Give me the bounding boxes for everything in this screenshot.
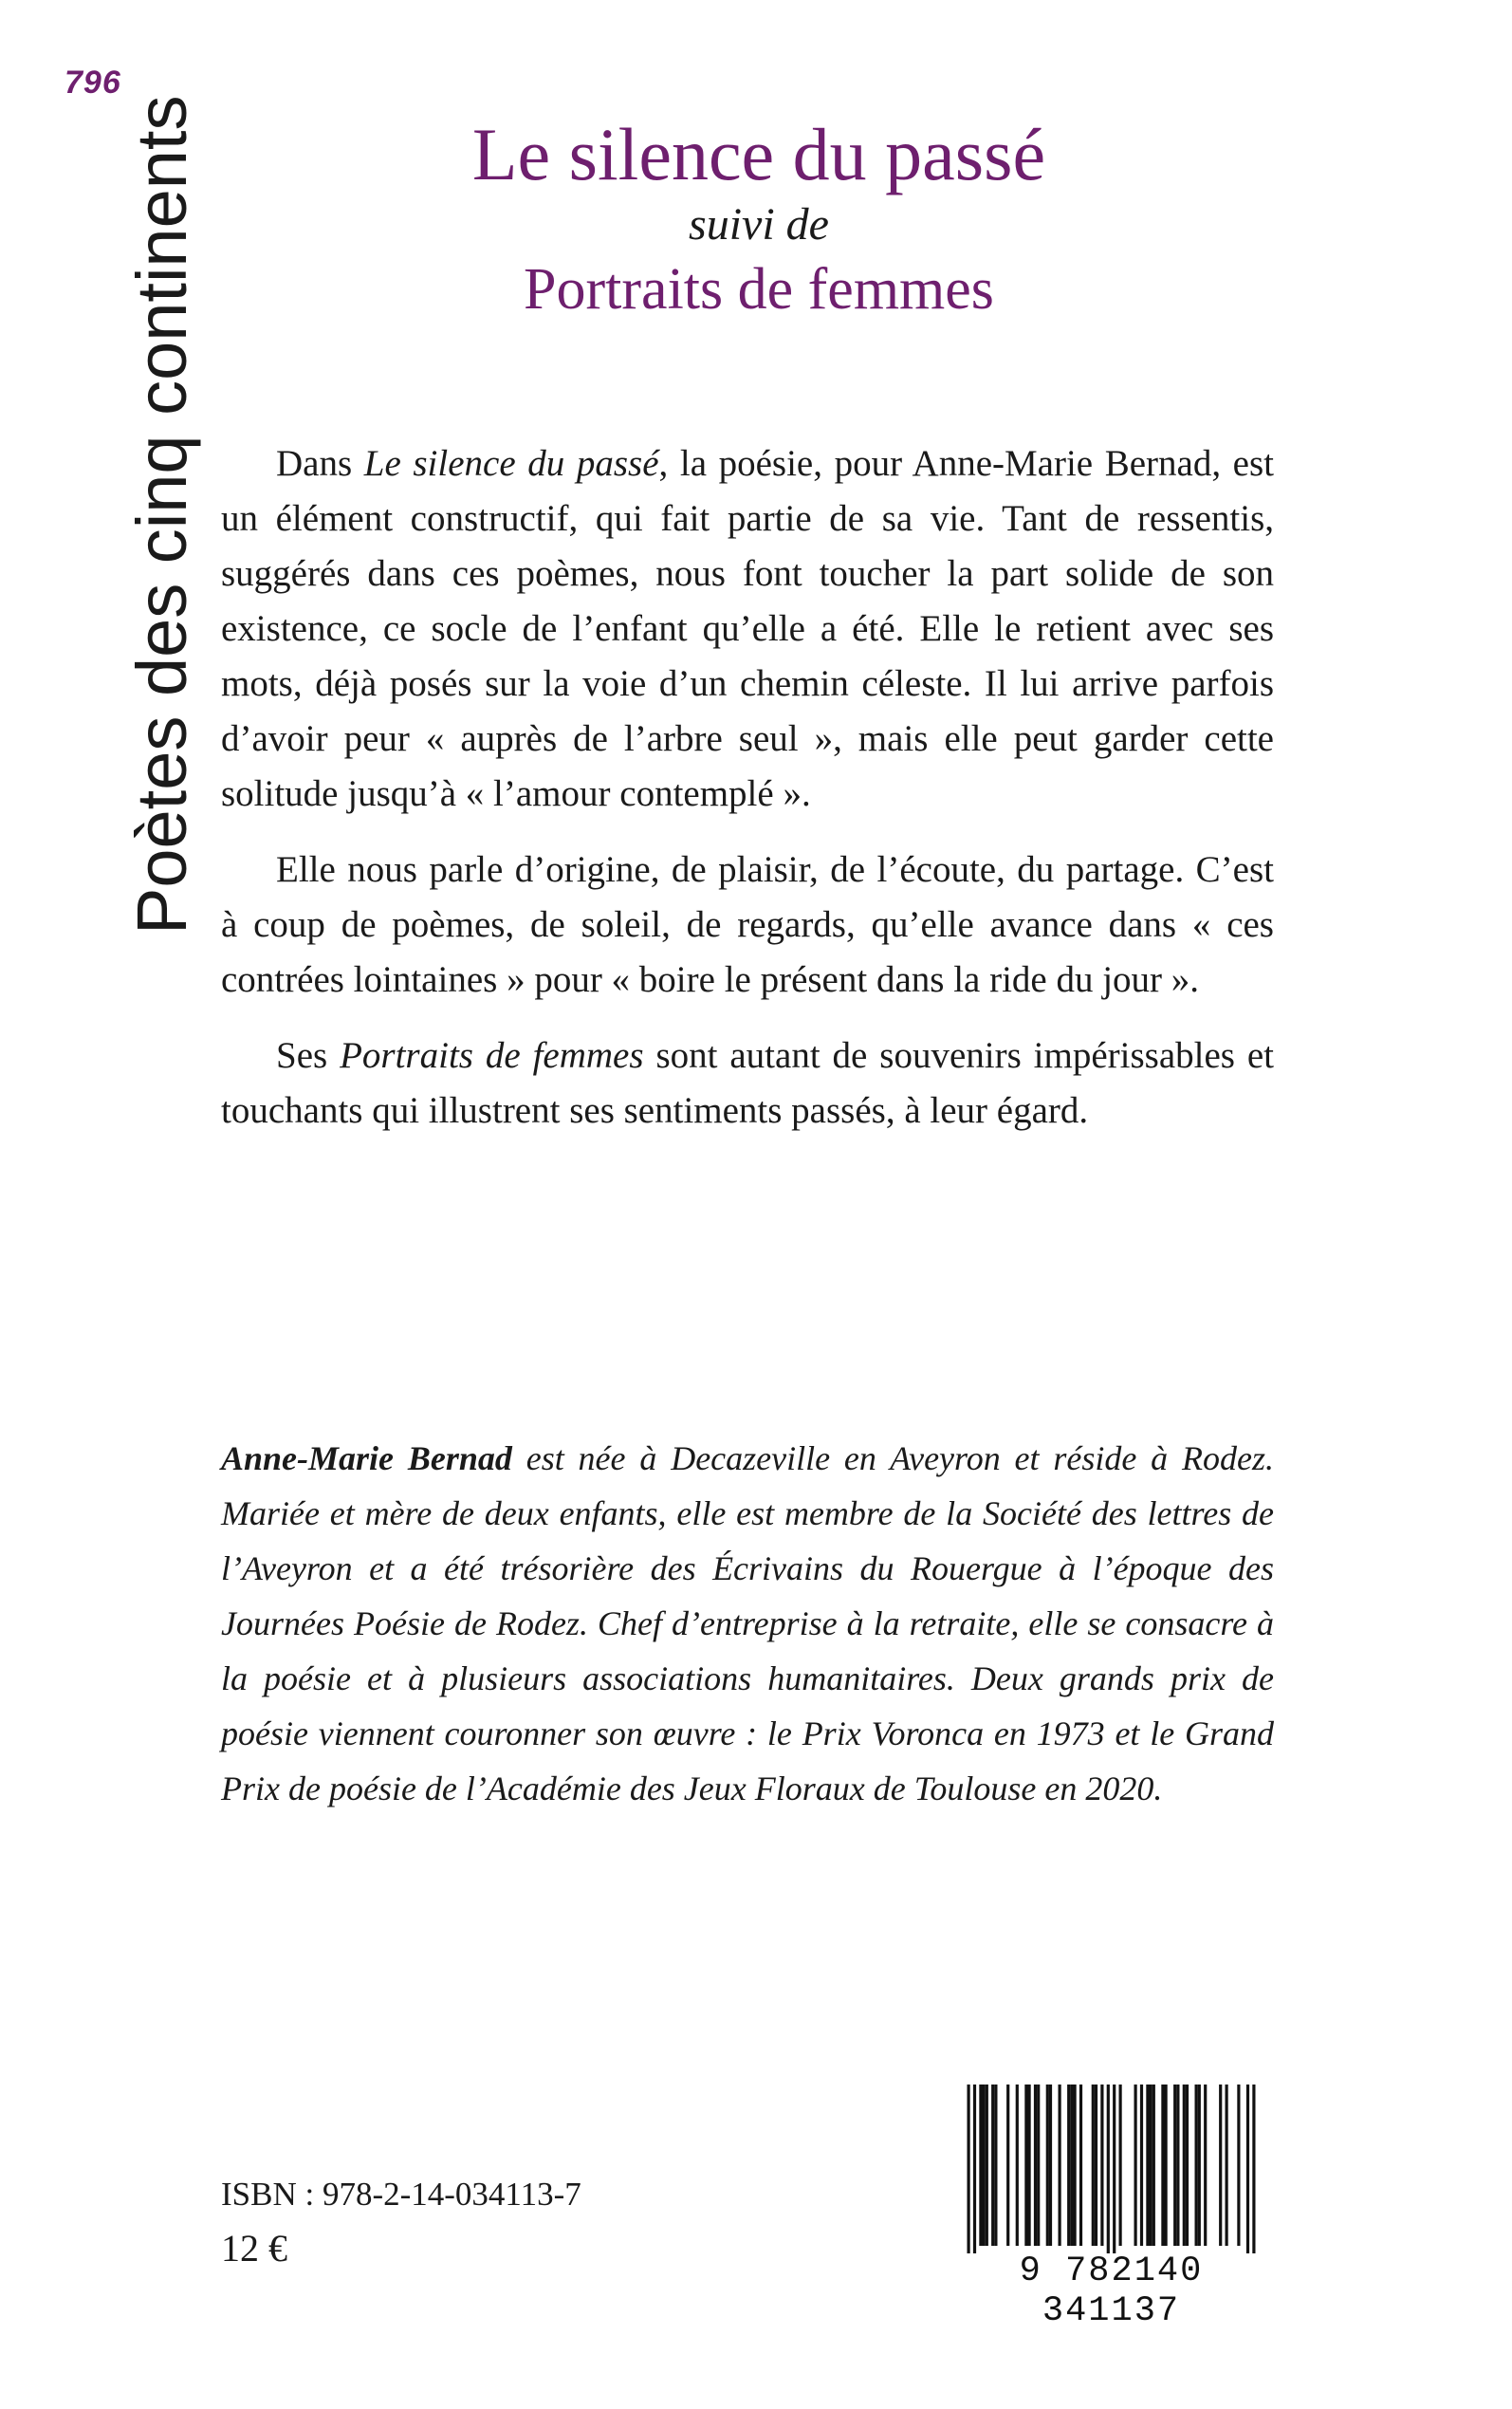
barcode-bar bbox=[1067, 2085, 1070, 2246]
book-subtitle: Portraits de femmes bbox=[524, 257, 994, 322]
barcode-bar bbox=[1195, 2085, 1198, 2246]
title-connector: suivi de bbox=[689, 199, 829, 250]
barcode-bar bbox=[1183, 2085, 1186, 2246]
barcode-bar bbox=[1165, 2085, 1168, 2246]
isbn: ISBN : 978-2-14-034113-7 bbox=[221, 2176, 581, 2213]
barcode-bar bbox=[968, 2085, 970, 2253]
barcode-bar bbox=[1059, 2085, 1061, 2246]
barcode-bar bbox=[1046, 2085, 1049, 2246]
summary-paragraph-2: Elle nous parle d’origine, de plaisir, de l’écoute, du partage. C’est à coup de poèmes, de soleil, de regards, qu’elle avance dans « ces contrées lointaines » pour « boire le présent dans la ride du jour ». bbox=[221, 849, 1274, 1000]
barcode-digits: 9 782140 341137 bbox=[1019, 2251, 1204, 2331]
series-number: 796 bbox=[65, 65, 121, 101]
barcode-bar bbox=[1016, 2085, 1019, 2246]
barcode-bar bbox=[1140, 2085, 1143, 2246]
barcode-bar bbox=[1100, 2085, 1103, 2246]
barcode-bar bbox=[1024, 2085, 1027, 2246]
barcode-bar bbox=[1049, 2085, 1052, 2246]
summary-subtitle-italic: Portraits de femmes bbox=[340, 1035, 644, 1076]
book-title: Le silence du passé bbox=[471, 113, 1046, 195]
series-name: Poètes des cinq continents bbox=[122, 95, 201, 935]
barcode-bar bbox=[1176, 2085, 1179, 2246]
barcode-bar bbox=[1070, 2085, 1073, 2246]
barcode-bar bbox=[1107, 2085, 1110, 2253]
author-bio-text: est née à Decazeville en Aveyron et réside à Rodez. Mariée et mère de deux enfants, elle est membre de la Société des lettres de l’Aveyron et a été trésorière des Écrivains du Rouergue à l’époque des Journées Poésie de Rodez. Chef d’entreprise à la retraite, elle se consacre à la poésie et à plusieurs associations humanitaires. Deux grands prix de poésie viennent couronner son œuvre : le Prix Voronca en 1973 et le Grand Prix de poésie de l’Académie des Jeux Floraux de Toulouse en 2020. bbox=[221, 1439, 1275, 1807]
barcode-bar bbox=[994, 2085, 997, 2246]
barcode-bar bbox=[1237, 2085, 1240, 2246]
barcode-bar bbox=[1028, 2085, 1031, 2246]
barcode-bar bbox=[1152, 2085, 1155, 2246]
barcode-bar bbox=[1204, 2085, 1207, 2246]
barcode-bar bbox=[1037, 2085, 1040, 2246]
barcode-bar bbox=[991, 2085, 994, 2246]
summary-paragraph-1: Dans Le silence du passé, la poésie, pour Anne-Marie Bernad, est un élément constructif, qui fait partie de sa vie. Tant de ressentis, suggérés dans ces poèmes, nous font toucher la part solide de son existence, ce socle de l’enfant qu’elle a été. Elle le retient avec ses mots, déjà posés sur la voie d’un chemin céleste. Il lui arrive parfois d’avoir peur « auprès de l’arbre seul », mais elle peut garder cette solitude jusqu’à « l’amour contemplé ». bbox=[221, 443, 1275, 814]
barcode-bar bbox=[1161, 2085, 1164, 2246]
barcode-bar bbox=[973, 2085, 976, 2253]
summary-text bbox=[221, 436, 1274, 1159]
barcode bbox=[951, 2085, 1271, 2331]
barcode-bar bbox=[1186, 2085, 1189, 2246]
barcode-bar bbox=[1226, 2085, 1228, 2246]
barcode-bar bbox=[1006, 2085, 1009, 2246]
barcode-bar bbox=[986, 2085, 988, 2246]
title-block bbox=[285, 112, 1233, 326]
barcode-bar bbox=[1095, 2085, 1097, 2246]
barcode-bar bbox=[1198, 2085, 1201, 2246]
barcode-bar bbox=[983, 2085, 986, 2246]
summary-paragraph-3: Ses Portraits de femmes sont autant de souvenirs impérissables et touchants qui illustrent ses sentiments passés, à leur égard. bbox=[221, 1035, 1275, 1131]
price: 12 € bbox=[221, 2227, 287, 2270]
barcode-bar bbox=[979, 2085, 982, 2246]
barcode-bar bbox=[1219, 2085, 1222, 2246]
barcode-bar bbox=[1074, 2085, 1077, 2246]
barcode-bar bbox=[1079, 2085, 1082, 2246]
barcode-bar bbox=[1134, 2085, 1137, 2246]
barcode-bar bbox=[1146, 2085, 1149, 2246]
barcode-bar bbox=[1034, 2085, 1037, 2246]
barcode-bar bbox=[1092, 2085, 1095, 2246]
author-bio bbox=[221, 1431, 1274, 1816]
barcode-bar bbox=[1252, 2085, 1255, 2253]
barcode-bar bbox=[1150, 2085, 1152, 2246]
summary-title-italic: Le silence du passé bbox=[363, 443, 659, 484]
barcode-bar bbox=[1119, 2085, 1122, 2246]
barcode-bar bbox=[1173, 2085, 1176, 2246]
barcode-bar bbox=[1113, 2085, 1116, 2253]
barcode-bar bbox=[1246, 2085, 1249, 2253]
author-name: Anne-Marie Bernad bbox=[221, 1439, 512, 1477]
barcode-bars bbox=[951, 2085, 1271, 2253]
